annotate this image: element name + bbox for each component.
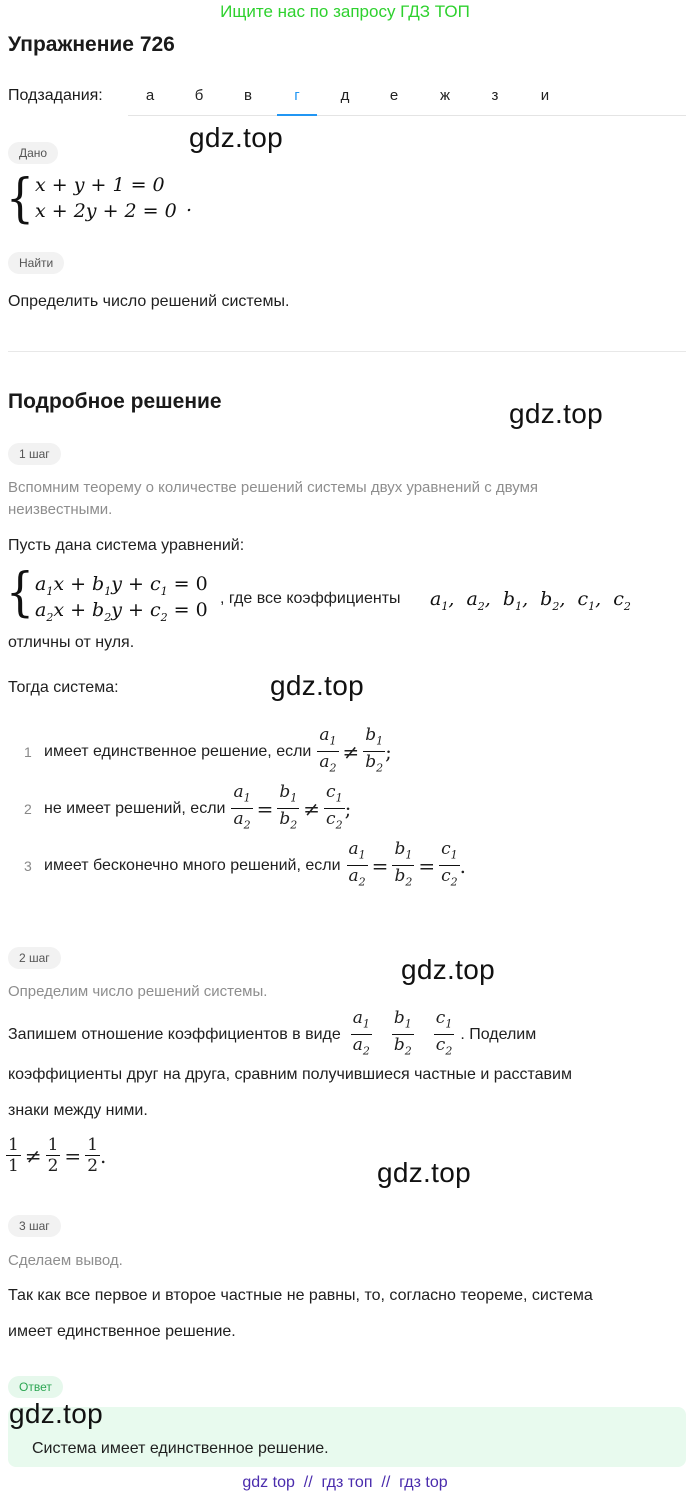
tab-v[interactable]: в: [244, 87, 252, 104]
step-3-line-1: Так как все первое и второе частные не равны, то, согласно теореме, система: [8, 1287, 593, 1304]
ratio-result: $\frac{1}{1}$ ≠ $\frac{1}{2}$ = $\frac{1}{2}$ .: [8, 1135, 107, 1176]
tab-b[interactable]: б: [194, 87, 204, 104]
step-1-hint: Вспомним теорему о количестве решений системы двух уравнений с двумя неизвестными.: [8, 479, 539, 518]
answer-pill: Ответ: [8, 1376, 63, 1398]
step-2-pill: 2 шаг: [8, 947, 61, 969]
coefficients-list: $a_1$, $a_2$, $b_1$, $b_2$, $c_1$, $c_2$: [430, 588, 631, 613]
step-2-line-2: коэффициенты друг на друга, сравним получившиеся частные и расставим: [8, 1066, 572, 1083]
find-text: Определить число решений системы.: [8, 293, 290, 310]
coefficients-text: , где все коэффициенты: [220, 590, 401, 607]
search-banner[interactable]: Ищите нас по запросу ГДЗ ТОП: [220, 2, 470, 21]
tab-i[interactable]: и: [540, 87, 550, 104]
given-equation-1: x + y + 1 = 0: [35, 174, 165, 196]
watermark: gdz.top: [189, 122, 283, 153]
general-equation-1: $a_1x + b_1y + c_1 = 0$: [35, 573, 208, 598]
solution-heading: Подробное решение: [8, 390, 222, 413]
divider: [8, 351, 686, 352]
find-pill: Найти: [8, 252, 64, 274]
ratio-line: Запишем отношение коэффициентов в виде $\frac{a_1}{a_2}$ $\frac{b_1}{b_2}$ $\frac{c_1}{c_2}$ . Поделим: [8, 1008, 537, 1058]
step-2-line-3: знаки между ними.: [8, 1102, 148, 1119]
watermark: gdz.top: [401, 954, 495, 985]
answer-box: [8, 1407, 686, 1467]
tab-zh[interactable]: ж: [439, 87, 451, 104]
given-equation-2: x + 2y + 2 = 0: [35, 200, 177, 222]
tab-g[interactable]: г: [277, 79, 317, 116]
system-brace: {: [6, 562, 34, 624]
page-title: Упражнение 726: [8, 33, 175, 56]
answer-text: Система имеет единственное решение.: [32, 1440, 329, 1457]
step-2-hint: Определим число решений системы.: [8, 983, 268, 1000]
watermark: gdz.top: [509, 398, 603, 429]
step-3-pill: 3 шаг: [8, 1215, 61, 1237]
tab-a[interactable]: а: [145, 87, 155, 104]
tab-d[interactable]: д: [340, 87, 350, 104]
given-pill: Дано: [8, 142, 58, 164]
footer-links[interactable]: gdz top // гдз топ // гдз top: [242, 1474, 448, 1491]
step-3-line-2: имеет единственное решение.: [8, 1323, 236, 1340]
given-period: .: [186, 194, 193, 216]
subtask-tabs: [128, 79, 686, 116]
step-1-pill: 1 шаг: [8, 443, 61, 465]
watermark: gdz.top: [9, 1398, 103, 1429]
system-brace: {: [6, 168, 34, 230]
general-equation-2: $a_2x + b_2y + c_2 = 0$: [35, 599, 208, 624]
nonzero-text: отличны от нуля.: [8, 634, 135, 651]
subtasks-label: Подзадания:: [8, 87, 103, 104]
list-item: 1 имеет единственное решение, если $\frac{a_1}{a_2}$ ≠ $\frac{b_1}{b_2}$ ;: [24, 725, 392, 775]
step-1-intro: Пусть дана система уравнений:: [8, 537, 245, 554]
then-text: Тогда система:: [8, 679, 119, 696]
step-3-hint: Сделаем вывод.: [8, 1252, 123, 1269]
watermark: gdz.top: [377, 1157, 471, 1188]
tab-e[interactable]: е: [389, 87, 399, 104]
tab-z[interactable]: з: [491, 87, 499, 104]
watermark: gdz.top: [270, 670, 364, 701]
list-item: 2 не имеет решений, если $\frac{a_1}{a_2}$ = $\frac{b_1}{b_2}$ ≠ $\frac{c_1}{c_2}$ ;: [24, 782, 352, 832]
list-item: 3 имеет бесконечно много решений, если $\frac{a_1}{a_2}$ = $\frac{b_1}{b_2}$ = $\frac{c_1}{c_2}$ .: [24, 839, 466, 889]
